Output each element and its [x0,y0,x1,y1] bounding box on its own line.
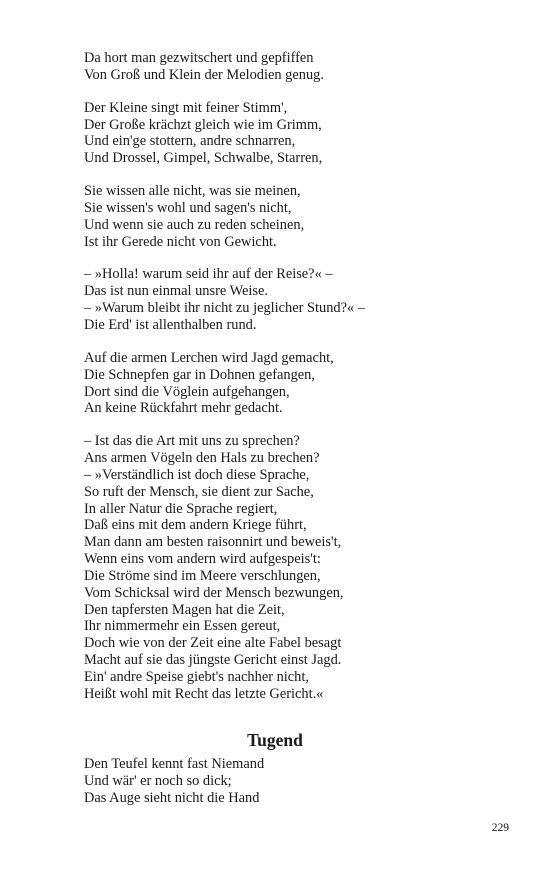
verse-line: – »Warum bleibt ihr nicht zu jeglicher Stund?« – [84,300,365,317]
verse-line: Und wenn sie auch zu reden scheinen, [84,216,305,233]
verse-line: Dort sind die Vöglein aufgehangen, [84,383,290,400]
page-number: 229 [491,822,509,834]
stanza [84,183,484,250]
stanza [84,433,484,703]
verse-line: Heißt wohl mit Recht das letzte Gericht.« [84,685,324,702]
stanza [84,50,484,84]
poem-body [84,50,484,719]
verse-line: Vom Schicksal wird der Mensch bezwungen, [84,584,344,601]
verse-line: – »Holla! warum seid ihr auf der Reise?« – [84,266,333,283]
verse-line: Macht auf sie das jüngste Gericht einst Jagd. [84,652,342,669]
verse-line: Den tapfersten Magen hat die Zeit, [84,601,285,618]
verse-line: Die Ströme sind im Meere verschlungen, [84,567,321,584]
verse-line: Ein' andre Speise giebt's nachher nicht, [84,669,309,685]
poem-title: Tugend [247,730,303,750]
verse-line: Den Teufel kennt fast Niemand [84,756,265,772]
stanza [84,266,484,333]
verse-line: Die Schnepfen gar in Dohnen gefangen, [84,366,315,383]
verse-line: Und ein'ge stottern, andre schnarren, [84,133,296,150]
verse-line: Die Erd' ist allenthalben rund. [84,316,257,333]
verse-line: Ans armen Vögeln den Hals zu brechen? [84,450,320,467]
verse-line: – Ist das die Art mit uns zu sprechen? [84,433,300,450]
verse-line: Sie wissen's wohl und sagen's nicht, [84,199,292,216]
verse-line: Daß eins mit dem andern Kriege führt, [84,517,307,534]
verse-line: Das ist nun einmal unsre Weise. [84,283,269,300]
verse-line: Und Drossel, Gimpel, Schwalbe, Starren, [84,150,323,167]
verse-line: So ruft der Mensch, sie dient zur Sache, [84,483,314,500]
next-poem-body [84,756,484,807]
verse-line: Und wär' er noch so dick; [84,772,232,789]
stanza [84,350,484,417]
verse-line: Sie wissen alle nicht, was sie meinen, [84,183,301,200]
verse-line: Ist ihr Gerede nicht von Gewicht. [84,233,277,250]
verse-line: Von Groß und Klein der Melodien genug. [84,66,324,83]
verse-line: In aller Natur die Sprache regiert, [84,500,278,517]
verse-line: Da hort man gezwitschert und gepfiffen [84,50,314,66]
verse-line: Man dann am besten raisonnirt und beweis't, [84,534,342,551]
stanza [84,100,484,167]
verse-line: Der Kleine singt mit feiner Stimm', [84,99,288,116]
verse-line: Ihr nimmermehr ein Essen gereut, [84,618,281,635]
verse-line: Doch wie von der Zeit eine alte Fabel besagt [84,635,342,652]
verse-line: Wenn eins vom andern wird aufgespeis't: [84,551,321,568]
verse-line: An keine Rückfahrt mehr gedacht. [84,400,283,417]
verse-line: Das Auge sieht nicht die Hand [84,789,260,806]
verse-line: – »Verständlich ist doch diese Sprache, [84,466,310,483]
verse-line: Der Große krächzt gleich wie im Grimm, [84,116,322,133]
verse-line: Auf die armen Lerchen wird Jagd gemacht, [84,349,334,366]
